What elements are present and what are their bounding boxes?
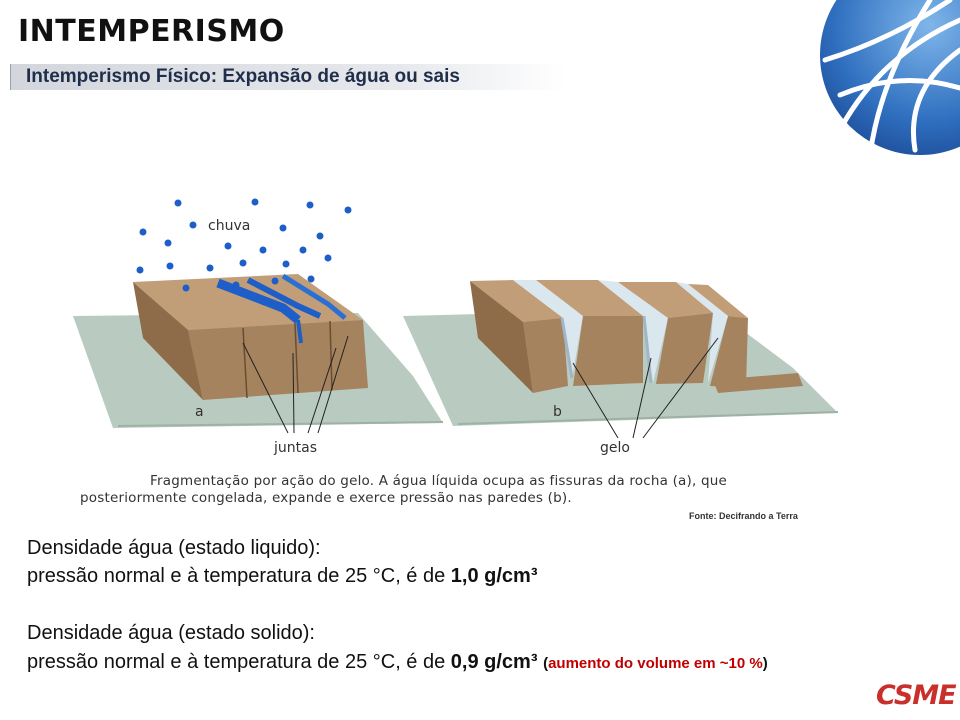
- liquid-density-heading: Densidade água (estado liquido):: [27, 537, 321, 559]
- liquid-density-value: 1,0 g/cm³: [450, 565, 538, 587]
- figure-caption: [80, 473, 860, 507]
- label-a: a: [195, 404, 204, 420]
- slide-title: INTEMPERISMO: [18, 14, 285, 49]
- solid-density-prefix: pressão normal e à temperatura de 25 °C, é de: [27, 651, 451, 673]
- solid-density-value: 0,9 g/cm³: [450, 651, 538, 673]
- ice-label: gelo: [600, 440, 630, 456]
- csme-logo: CSME: [876, 680, 956, 711]
- slide-subtitle: Intemperismo Físico: Expansão de água ou sais: [26, 66, 460, 87]
- frost-weathering-diagram: [58, 188, 848, 468]
- panel-b: [403, 280, 838, 426]
- caption-line-2: posteriormente congelada, expande e exerce pressão nas paredes (b).: [80, 490, 572, 506]
- panel-a: [73, 274, 443, 428]
- figure-source: Fonte: Decifrando a Terra: [689, 511, 798, 521]
- caption-line-1: Fragmentação por ação do gelo. A água líquida ocupa as fissuras da rocha (a), que: [150, 473, 727, 489]
- liquid-density-line: [27, 565, 538, 588]
- solid-density-heading: Densidade água (estado solido):: [27, 622, 315, 644]
- rain-label: chuva: [208, 218, 251, 234]
- rock-b-block2-front: [573, 316, 643, 386]
- label-b: b: [553, 404, 562, 420]
- joints-label: juntas: [274, 440, 317, 456]
- globe-logo-icon: [810, 0, 960, 160]
- volume-increase-note: aumento do volume em ~10 %: [548, 655, 763, 672]
- liquid-density-prefix: pressão normal e à temperatura de 25 °C, é de: [27, 565, 451, 587]
- solid-density-line: pressão normal e à temperatura de 25 °C, é de 0,9 g/cm³ (aumento do volume em ~10 %): [27, 651, 768, 673]
